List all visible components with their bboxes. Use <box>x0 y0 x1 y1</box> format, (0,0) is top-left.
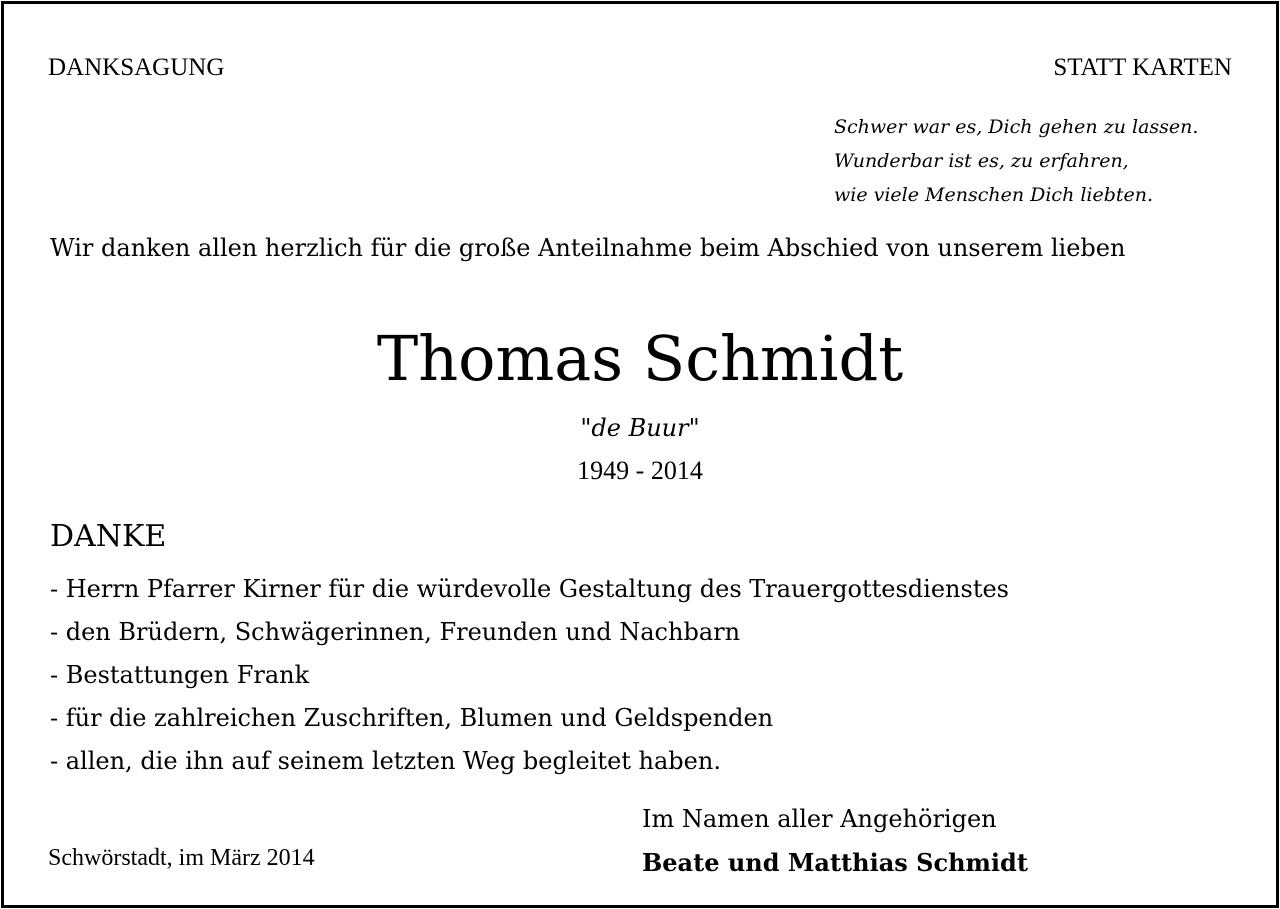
thanks-list <box>50 568 1009 783</box>
place-date: Schwörstadt, im März 2014 <box>48 845 315 871</box>
intro-text: Wir danken allen herzlich für die große Anteilnahme beim Abschied von unserem lieben <box>50 234 1126 262</box>
thanks-heading: DANKE <box>50 519 167 554</box>
life-years: 1949 - 2014 <box>577 456 703 485</box>
thanks-item: - Bestattungen Frank <box>50 661 310 689</box>
quote-line: wie viele Menschen Dich liebten. <box>834 184 1154 206</box>
thanks-item: - den Brüdern, Schwägerinnen, Freunden und Nachbarn <box>50 618 741 646</box>
header-statt-karten: STATT KARTEN <box>1053 54 1232 81</box>
signature-line: Im Namen aller Angehörigen <box>642 805 997 833</box>
signature-names: Beate und Matthias Schmidt <box>642 848 1028 877</box>
thanks-item: - allen, die ihn auf seinem letzten Weg begleitet haben. <box>50 747 721 775</box>
deceased-nickname: "de Buur" <box>580 414 700 442</box>
signature-block <box>642 798 1028 884</box>
header-danksagung: DANKSAGUNG <box>48 54 225 81</box>
thanks-item: - Herrn Pfarrer Kirner für die würdevolle Gestaltung des Trauergottesdienstes <box>50 575 1009 603</box>
quote-line: Wunderbar ist es, zu erfahren, <box>834 150 1129 172</box>
deceased-name: Thomas Schmidt <box>376 322 904 395</box>
quote-line: Schwer war es, Dich gehen zu lassen. <box>834 116 1199 138</box>
thanks-item: - für die zahlreichen Zuschriften, Blumen und Geldspenden <box>50 704 774 732</box>
memorial-quote <box>834 110 1198 212</box>
